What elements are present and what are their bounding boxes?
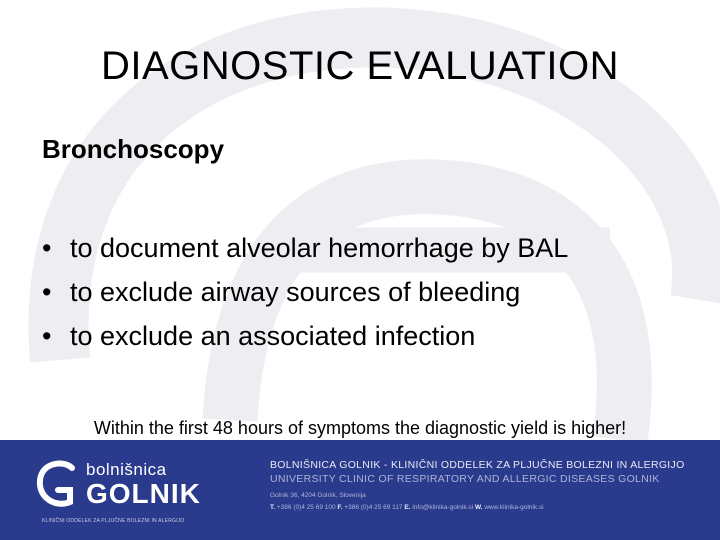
footer-contacts xyxy=(270,504,544,511)
bullet-item xyxy=(42,226,568,270)
email-label: E. xyxy=(404,504,411,511)
bullet-text: to exclude airway sources of bleeding xyxy=(70,277,521,307)
footer-phone: +386 (0)4 25 69 100 xyxy=(276,504,336,511)
footer-email[interactable]: info@klinika-golnik.si xyxy=(412,504,474,511)
footer-web[interactable]: www.klinika-golnik.si xyxy=(484,504,544,511)
golnik-g-icon xyxy=(34,458,82,514)
bullet-text: to document alveolar hemorrhage by BAL xyxy=(70,233,569,263)
bullet-dot: • xyxy=(42,233,52,263)
bullet-item xyxy=(42,314,568,358)
web-label: W. xyxy=(474,504,483,511)
footer-bar xyxy=(0,440,720,540)
fax-label: F. xyxy=(337,504,343,511)
slide-note: Within the first 48 hours of symptoms the diagnostic yield is higher! xyxy=(93,418,627,438)
logo-big-text: GOLNIK xyxy=(86,478,201,509)
golnik-logo xyxy=(34,458,204,528)
logo-tagline: KLINIČNI ODDELEK ZA PLJUČNE BOLEZNI IN ALERGIJO xyxy=(42,518,185,524)
bullet-text: to exclude an associated infection xyxy=(70,321,476,351)
footer-institution-en: UNIVERSITY CLINIC OF RESPIRATORY AND ALLERGIC DISEASES GOLNIK xyxy=(270,473,660,485)
bullet-dot: • xyxy=(42,321,52,351)
slide-subtitle: Bronchoscopy xyxy=(42,134,225,164)
logo-small-text: bolnišnica xyxy=(86,460,167,479)
slide-title: DIAGNOSTIC EVALUATION xyxy=(101,44,619,88)
phone-label: T. xyxy=(270,504,276,511)
bullet-item xyxy=(42,270,568,314)
footer-institution: BOLNIŠNICA GOLNIK - KLINIČNI ODDELEK ZA PLJUČNE BOLEZNI IN ALERGIJO xyxy=(270,459,685,471)
bullet-list xyxy=(42,226,568,358)
footer-address: Golnik 36, 4204 Golnik, Slovenija xyxy=(270,492,366,499)
footer-fax: +386 (0)4 25 69 117 xyxy=(344,504,403,511)
bullet-dot: • xyxy=(42,277,52,307)
